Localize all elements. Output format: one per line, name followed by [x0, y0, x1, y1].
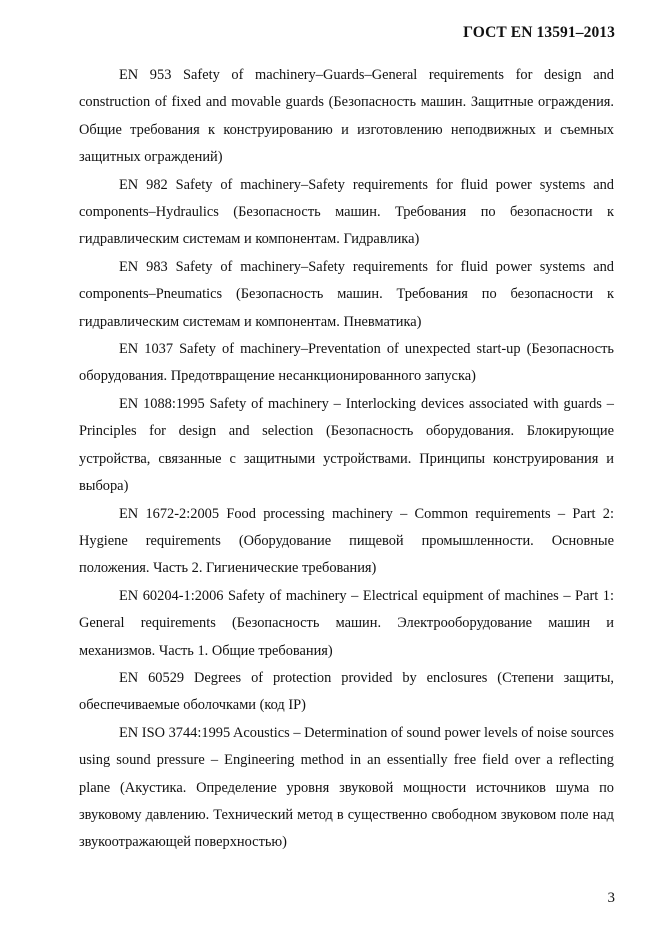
reference-en-1037: EN 1037 Safety of machinery–Preventation of unexpected start-up (Безопасность оборудования. Предотвращение несанкционированного запуска)	[79, 341, 614, 385]
normative-references	[79, 62, 614, 857]
reference-en-982: EN 982 Safety of machinery–Safety requirements for fluid power systems and components–Hydraulics (Безопасность машин. Требования по безопасности к гидравлическим системам и компонентам. Гидравлика)	[79, 176, 614, 248]
reference-en-953: EN 953 Safety of machinery–Guards–General requirements for design and construction of fixed and movable guards (Безопасность машин. Защитные ограждения. Общие требования к конструированию и изготовлению неподвижных и съемных защитных ограждений)	[79, 67, 614, 166]
reference-en-1088: EN 1088:1995 Safety of machinery – Interlocking devices associated with guards – Principles for design and selection (Безопасность оборудования. Блокирующие устройства, связанные с защитными устройствами. Принципы конструирования и выбора)	[79, 395, 614, 495]
reference-en-983: EN 983 Safety of machinery–Safety requirements for fluid power systems and components–Pneumatics (Безопасность машин. Требования по безопасности к гидравлическим системам и компонентам. Пневматика)	[79, 258, 614, 330]
page-number: 3	[607, 890, 615, 906]
reference-en-60529: EN 60529 Degrees of protection provided by enclosures (Степени защиты, обеспечиваемые оболочками (код IP)	[79, 669, 614, 714]
reference-en-60204-1: EN 60204-1:2006 Safety of machinery – Electrical equipment of machines – Part 1: General requirements (Безопасность машин. Электрооборудование машин и механизмов. Часть 1. Общие требования)	[79, 587, 614, 659]
standard-header: ГОСТ EN 13591–2013	[463, 24, 615, 41]
reference-en-1672-2: EN 1672-2:2005 Food processing machinery – Common requirements – Part 2: Hygiene requirements (Оборудование пищевой промышленности. Основные положения. Часть 2. Гигиенические требования)	[79, 505, 614, 577]
reference-en-iso-3744: EN ISO 3744:1995 Acoustics – Determination of sound power levels of noise sources using sound pressure – Engineering method in an essentially free field over a reflecting plane (Акустика. Определение уровня звуковой мощности источников шума по звуковому давлению. Технический метод в существенно свободном звуковом поле над звукоотражающей поверхностью)	[79, 724, 614, 851]
